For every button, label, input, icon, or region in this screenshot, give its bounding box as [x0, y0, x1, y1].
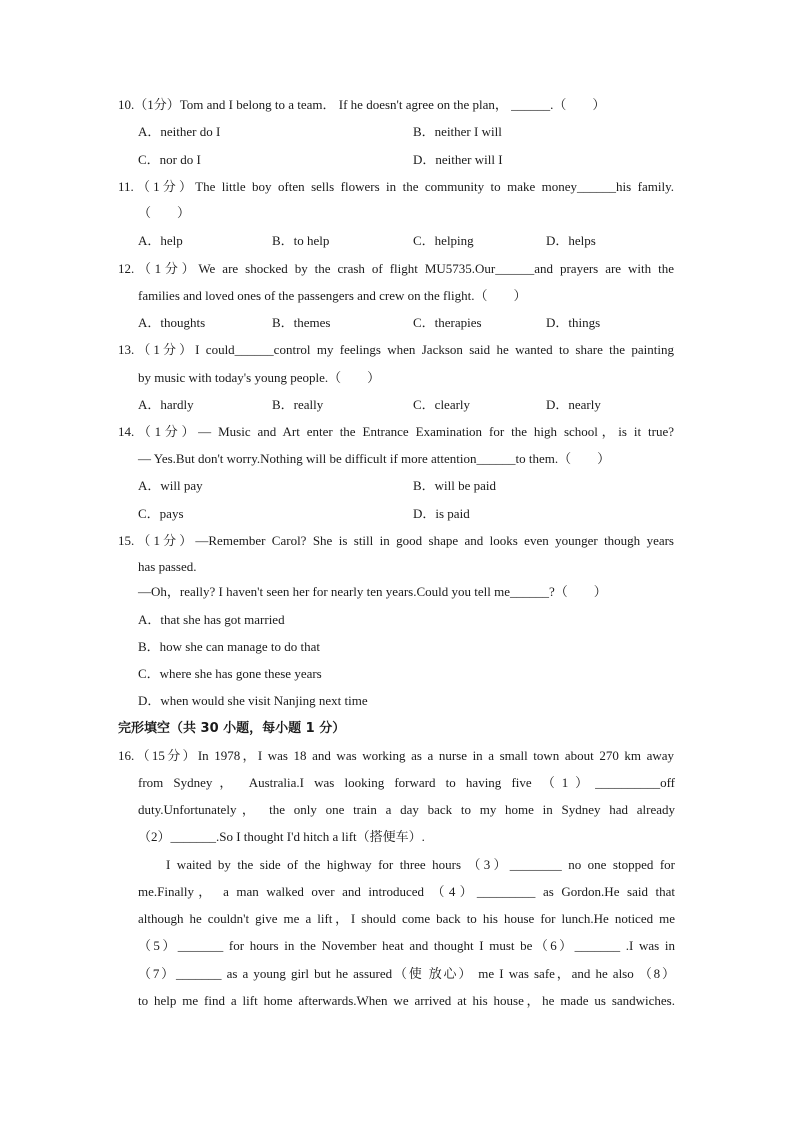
q15-option-c: C．where she has gone these years	[138, 666, 322, 681]
passage-line-9: （7）_______ as a young girl but he assured（使 放心） me I was safe，and he also （8）	[138, 966, 675, 981]
passage-line-1: 16.（15分）In 1978，I was 18 and was working as a nurse in a small town about 270 km away	[118, 748, 674, 763]
q10-option-a: A．neither do I	[138, 124, 221, 139]
q11-option-c: C．helping	[413, 233, 474, 248]
passage-line-5: I waited by the side of the highway for three hours （3）________ no one stopped for	[166, 857, 675, 872]
passage-line-6: me.Finally， a man walked over and introduced （4）_________ as Gordon.He said that	[138, 884, 675, 899]
question-13-stem: 13.（1分）I could______control my feelings when Jackson said he wanted to share the painting	[118, 342, 674, 357]
question-11-paren: （ ）	[138, 205, 191, 220]
q15-option-a: A．that she has got married	[138, 612, 285, 627]
q10-option-b: B．neither I will	[413, 124, 502, 139]
q13-option-a: A．hardly	[138, 397, 194, 412]
q10-option-d: D．neither will I	[413, 152, 503, 167]
q13-option-b: B．really	[272, 397, 324, 412]
q14-option-b: B．will be paid	[413, 478, 497, 493]
question-14-reply: — Yes.But don't worry.Nothing will be difficult if more attention______to them.（ ）	[138, 451, 611, 466]
question-13-stem-cont: by music with today's young people.（ ）	[138, 370, 381, 385]
question-15-stem: 15.（1分）—Remember Carol? She is still in good shape and looks even younger though years	[118, 533, 674, 548]
question-10-stem: 10.（1分）Tom and I belong to a team． If he doesn't agree on the plan， ______.（ ）	[118, 97, 606, 112]
q14-option-c: C．pays	[138, 506, 184, 521]
q15-option-d: D．when would she visit Nanjing next time	[138, 693, 368, 708]
q12-option-d: D．things	[546, 315, 601, 330]
q12-option-a: A．thoughts	[138, 315, 206, 330]
question-12-stem: 12.（1分）We are shocked by the crash of flight MU5735.Our______and prayers are with the	[118, 261, 674, 276]
q11-option-b: B．to help	[272, 233, 330, 248]
question-15-stem-cont: has passed.	[138, 559, 197, 574]
question-11-stem: 11.（1分）The little boy often sells flowers in the community to make money______his family.	[118, 179, 674, 194]
q11-option-d: D．helps	[546, 233, 596, 248]
q15-option-b: B．how she can manage to do that	[138, 639, 320, 654]
passage-line-4: （2）_______.So I thought I'd hitch a lift（搭便车）.	[138, 829, 425, 844]
q10-option-c: C．nor do I	[138, 152, 201, 167]
passage-line-8: （5）_______ for hours in the November heat and thought I must be（6）_______ .I was in	[138, 938, 675, 953]
passage-line-7: although he couldn't give me a lift，I should come back to his house for lunch.He noticed me	[138, 911, 675, 926]
section-heading-cloze: 完形填空（共 30 小题，每小题 1 分）	[118, 721, 346, 736]
q13-option-d: D．nearly	[546, 397, 601, 412]
passage-line-3: duty.Unfortunately， the only one train a day back to my home in Sydney had already	[138, 802, 675, 817]
passage-line-10: to help me find a lift home afterwards.When we arrived at his house，he made us sandwiches.	[138, 993, 675, 1008]
passage-line-2: from Sydney， Australia.I was looking forward to having five （1）__________off	[138, 775, 675, 790]
question-12-stem-cont: families and loved ones of the passengers and crew on the flight.（ ）	[138, 288, 527, 303]
question-14-stem: 14.（1分）— Music and Art enter the Entrance Examination for the high school，is it true?	[118, 424, 674, 439]
q12-option-b: B．themes	[272, 315, 331, 330]
q11-option-a: A．help	[138, 233, 183, 248]
question-15-reply: —Oh，really? I haven't seen her for nearly ten years.Could you tell me______?（ ）	[138, 584, 607, 599]
q12-option-c: C．therapies	[413, 315, 482, 330]
q13-option-c: C．clearly	[413, 397, 471, 412]
q14-option-d: D．is paid	[413, 506, 470, 521]
q14-option-a: A．will pay	[138, 478, 203, 493]
